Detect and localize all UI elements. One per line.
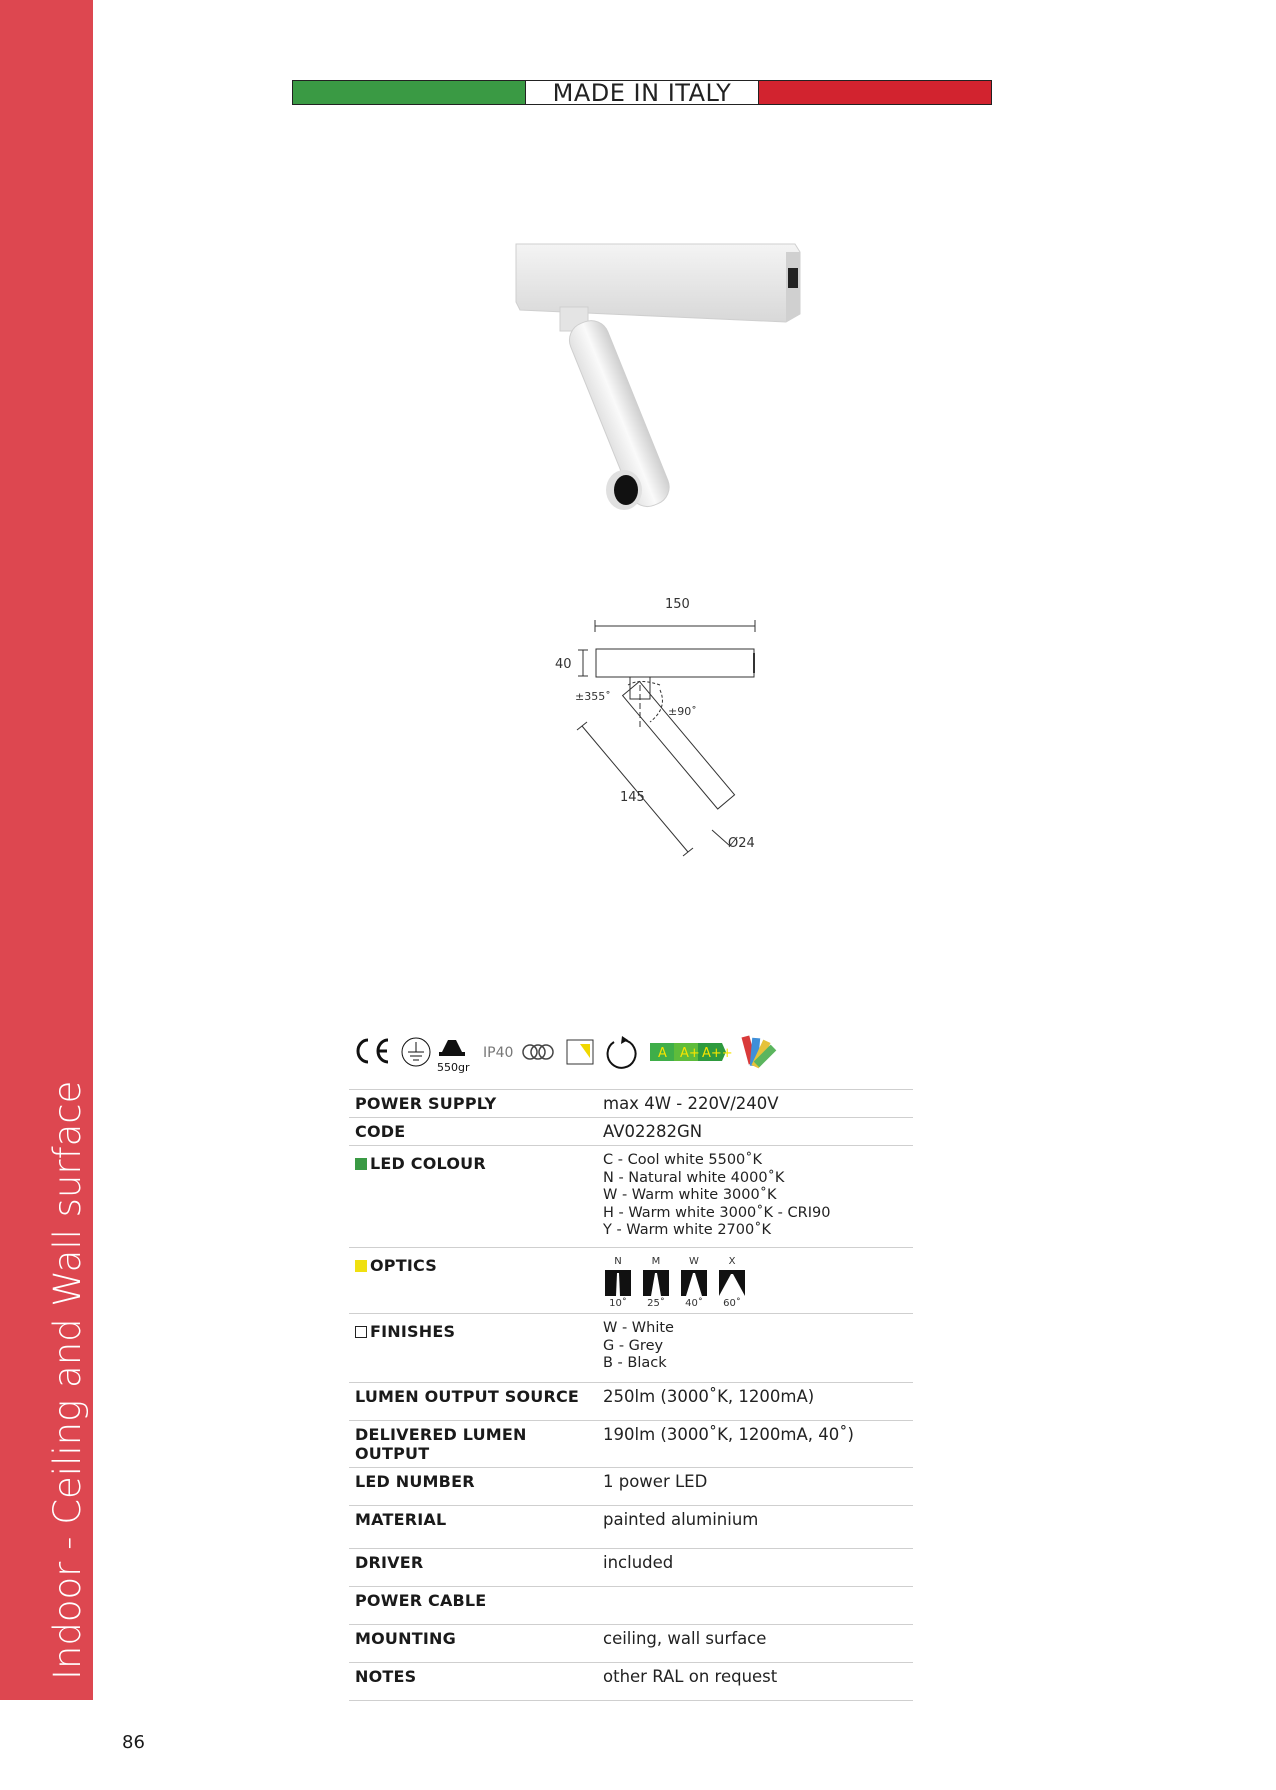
dimmable-icon	[567, 1040, 593, 1064]
driver-icon	[523, 1045, 553, 1059]
rotation-angle: ±355˚	[575, 690, 611, 703]
led-colour-option: H - Warm white 3000˚K - CRI90	[603, 1204, 831, 1221]
spec-label: NOTES	[349, 1663, 597, 1701]
led-colour-option: C - Cool white 5500˚K	[603, 1152, 763, 1168]
optic-10-icon	[605, 1270, 631, 1296]
optic-wide: W 40˚	[679, 1256, 709, 1309]
page-number: 86	[122, 1732, 145, 1753]
spec-label: FINISHES	[370, 1322, 456, 1341]
weight-icon	[437, 1040, 470, 1074]
spec-label: DRIVER	[349, 1549, 597, 1587]
spec-label: OPTICS	[370, 1256, 437, 1275]
finish-option: G - Grey	[603, 1337, 664, 1354]
spec-row-material	[349, 1506, 913, 1549]
weight-label: 550gr	[437, 1061, 470, 1074]
flag-red-stripe	[759, 81, 991, 104]
spec-row-led-colour	[349, 1146, 913, 1248]
specification-table	[349, 1089, 913, 1701]
spec-label: LUMEN OUTPUT SOURCE	[349, 1383, 597, 1421]
length-dimension: 145	[620, 790, 645, 805]
banner-text: MADE IN ITALY	[526, 81, 759, 104]
rotation-icon	[608, 1036, 636, 1068]
optic-medium: M 25˚	[641, 1256, 671, 1309]
spec-row-optics	[349, 1248, 913, 1314]
spec-value: included	[597, 1549, 913, 1587]
optic-extra-wide: X 60˚	[717, 1256, 747, 1309]
height-dimension: 40	[555, 657, 572, 672]
width-dimension: 150	[665, 597, 690, 612]
colour-palette-icon	[742, 1035, 777, 1068]
spec-value: 190lm (3000˚K, 1200mA, 40˚)	[597, 1421, 913, 1468]
finishes-options	[597, 1314, 913, 1383]
spec-label: CODE	[349, 1118, 597, 1146]
spec-label: LED NUMBER	[349, 1468, 597, 1506]
spec-row-mounting	[349, 1625, 913, 1663]
spec-row-notes	[349, 1663, 913, 1701]
finish-option: W - White	[603, 1320, 674, 1336]
class-iii-icon	[402, 1038, 430, 1066]
energy-class-a: A	[658, 1046, 667, 1061]
spec-label: LED COLOUR	[370, 1154, 486, 1173]
spec-row-power-supply	[349, 1090, 913, 1118]
spec-row-power-cable	[349, 1587, 913, 1625]
optic-25-icon	[643, 1270, 669, 1296]
optics-swatch	[355, 1260, 367, 1272]
technical-drawing	[530, 590, 830, 870]
optic-narrow: N 10˚	[603, 1256, 633, 1309]
spec-row-delivered-lumen-output	[349, 1421, 913, 1468]
led-colour-option: N - Natural white 4000˚K	[603, 1169, 785, 1186]
spec-row-code	[349, 1118, 913, 1146]
spec-label: POWER CABLE	[349, 1587, 597, 1625]
led-colour-options	[597, 1146, 913, 1248]
category-title: Indoor - Ceiling and Wall surface	[46, 1080, 89, 1680]
made-in-italy-banner	[292, 80, 992, 105]
led-colour-option: Y - Warm white 2700˚K	[603, 1222, 771, 1238]
spec-label: MOUNTING	[349, 1625, 597, 1663]
spec-value: 1 power LED	[597, 1468, 913, 1506]
spec-label: DELIVERED LUMEN OUTPUT	[349, 1421, 597, 1468]
energy-class-icon	[650, 1043, 733, 1061]
product-image	[500, 232, 810, 522]
led-colour-option: W - Warm white 3000˚K	[603, 1187, 777, 1203]
tilt-angle: ±90˚	[668, 705, 697, 718]
finishes-swatch	[355, 1326, 367, 1338]
optics-options	[597, 1248, 913, 1314]
diameter-dimension: Ø24	[728, 836, 755, 851]
spec-value: ceiling, wall surface	[597, 1625, 913, 1663]
spec-row-led-number	[349, 1468, 913, 1506]
spec-row-finishes	[349, 1314, 913, 1383]
finish-option: B - Black	[603, 1355, 667, 1371]
spec-value: AV02282GN	[597, 1118, 913, 1146]
spec-row-driver	[349, 1549, 913, 1587]
flag-green-stripe	[293, 81, 526, 104]
spec-value: 250lm (3000˚K, 1200mA)	[597, 1383, 913, 1421]
ip40-icon: IP40	[483, 1045, 514, 1061]
optic-40-icon	[681, 1270, 707, 1296]
ce-mark-icon	[358, 1040, 388, 1062]
spec-row-lumen-output-source	[349, 1383, 913, 1421]
energy-class-a-plus: A+	[680, 1046, 700, 1061]
spec-label: POWER SUPPLY	[349, 1090, 597, 1118]
spec-value: other RAL on request	[597, 1663, 913, 1701]
optic-60-icon	[719, 1270, 745, 1296]
energy-class-a-plus-plus: A++	[702, 1046, 733, 1061]
spec-value: max 4W - 220V/240V	[597, 1090, 913, 1118]
led-colour-swatch	[355, 1158, 367, 1170]
category-sidebar	[0, 0, 93, 1700]
spec-label: MATERIAL	[349, 1506, 597, 1549]
spec-value: painted aluminium	[597, 1506, 913, 1549]
spec-value	[597, 1587, 913, 1625]
certification-icons	[352, 1030, 802, 1075]
